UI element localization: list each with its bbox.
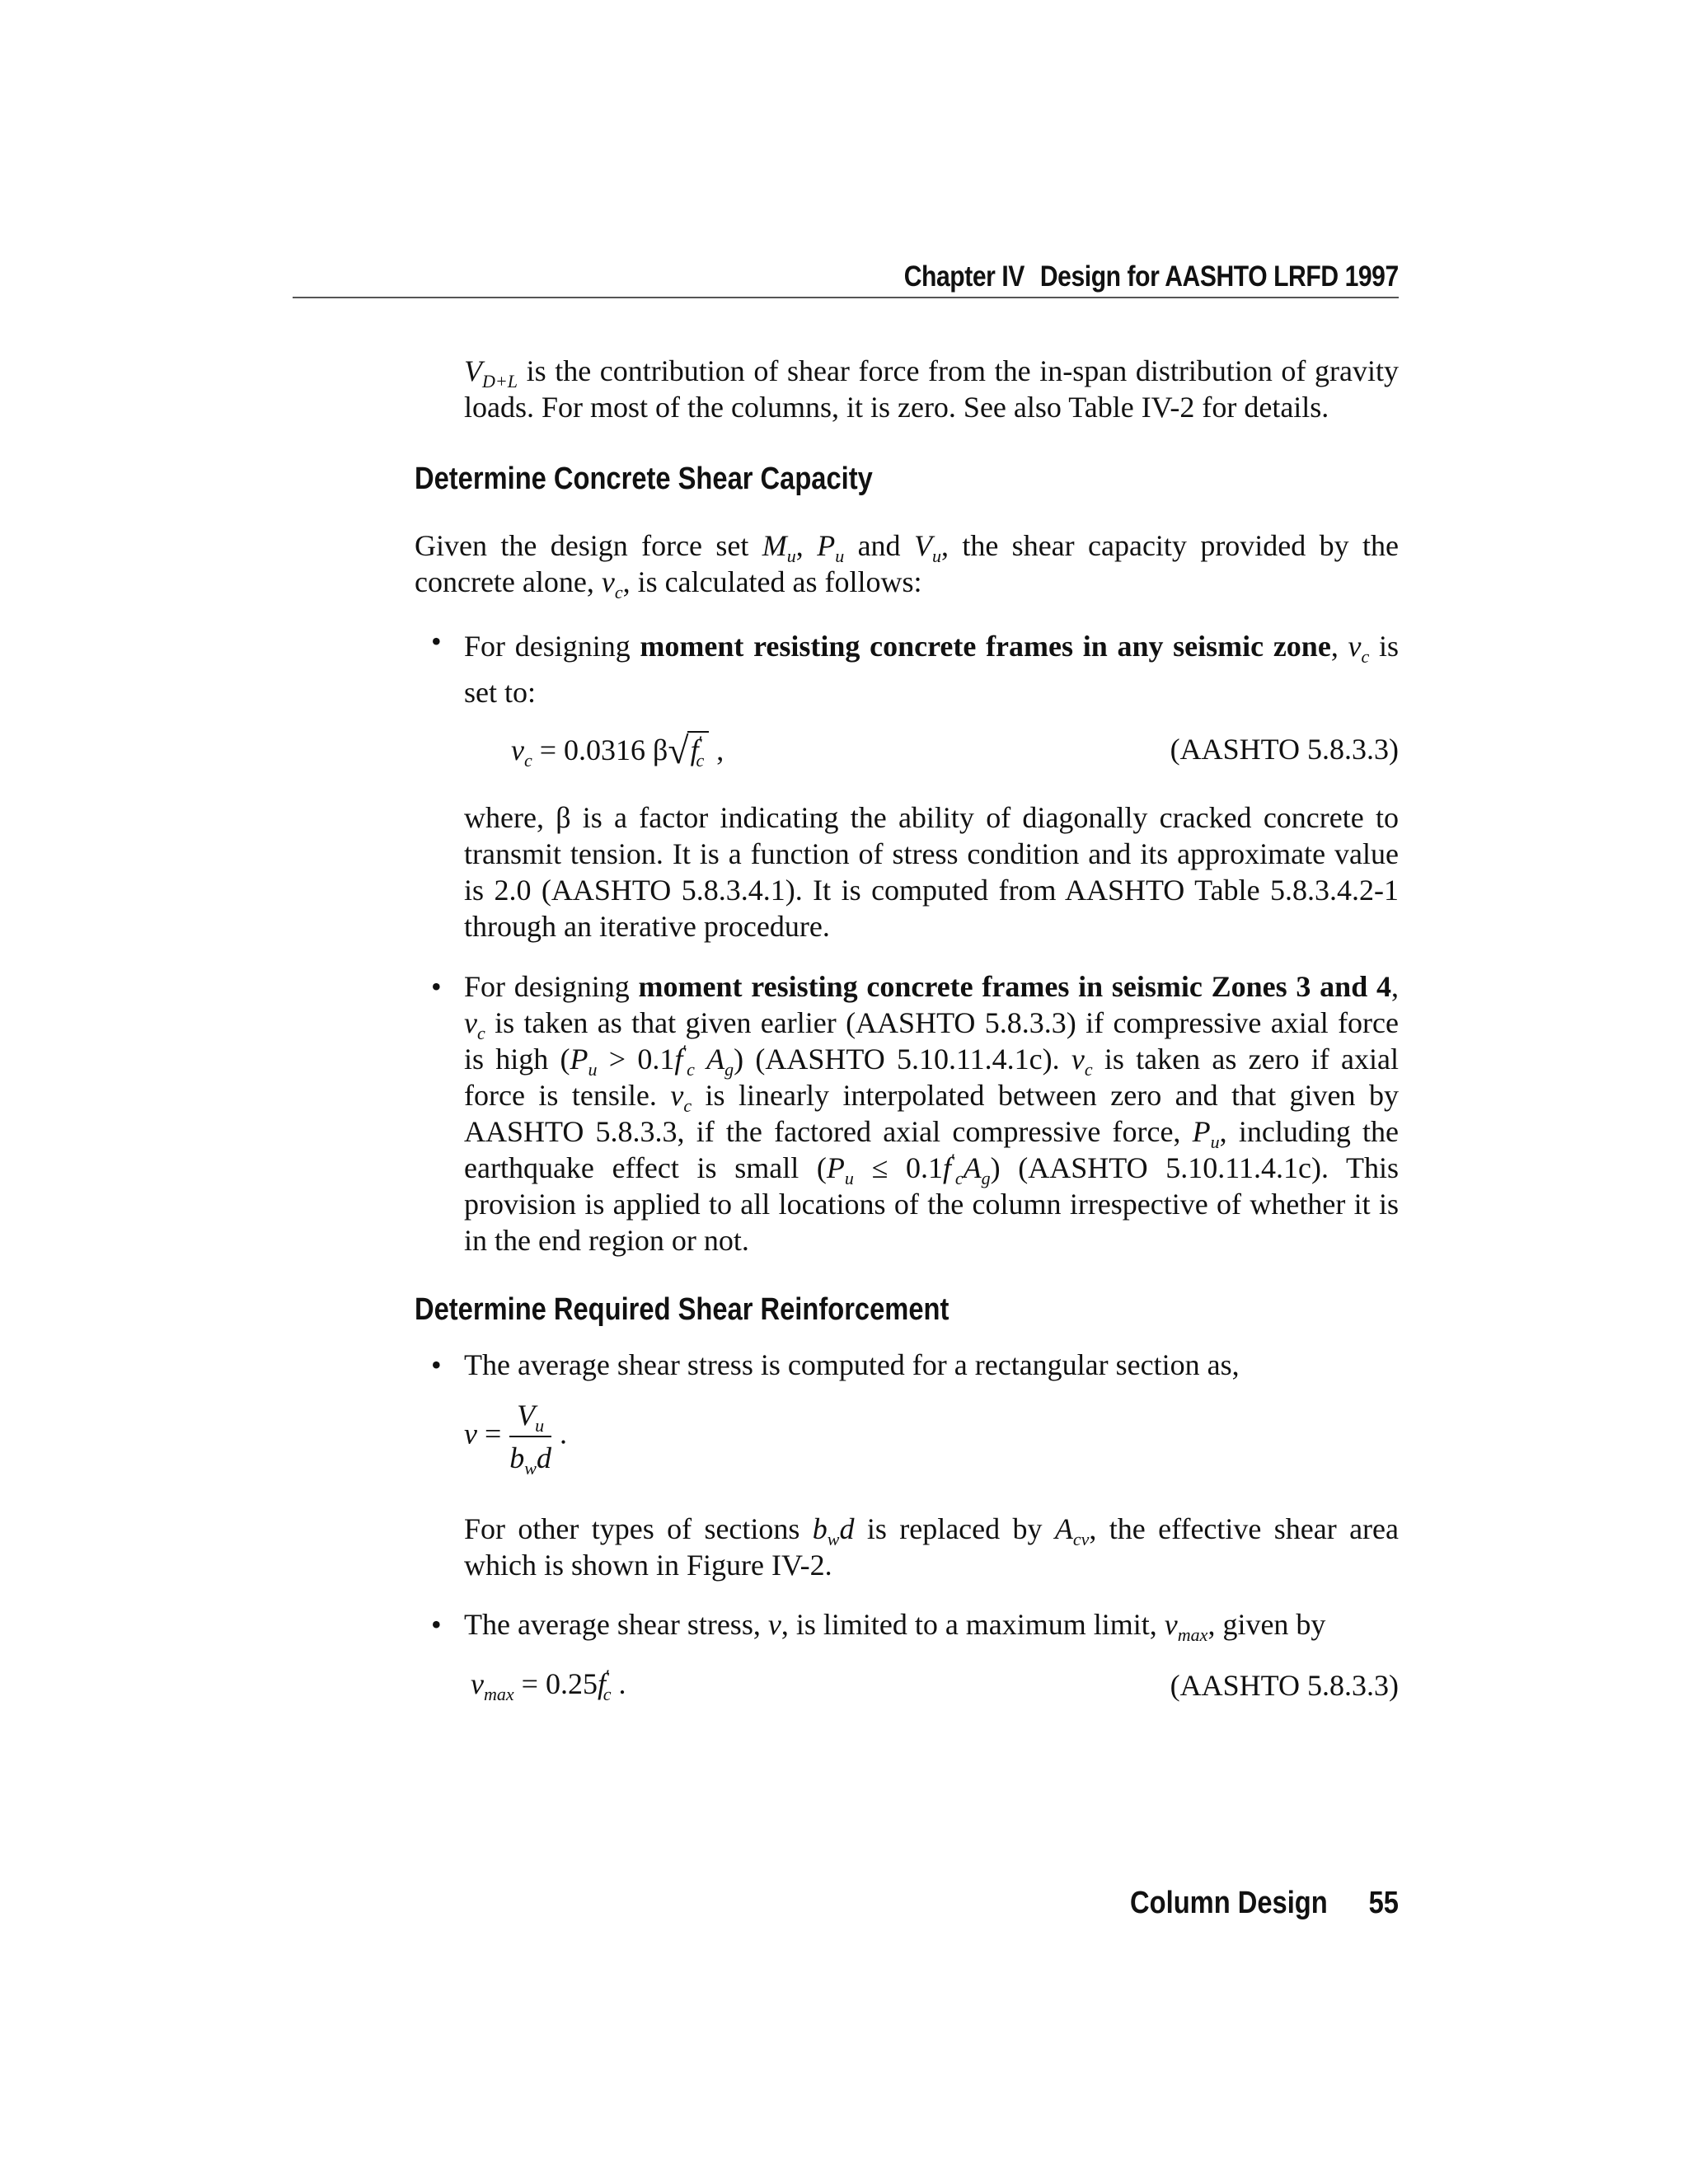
symbol-sub: D+L <box>482 371 518 391</box>
beta-definition: where, β is a factor indicating the ability of diagonally cracked concrete to transmit tension. It is a function of stress condition and its approximate value is 2.0 (AASHTO 5.8.3.4.1). It is computed from AASHTO Table 5.8.3.4.2-1 through an iterative procedure. <box>464 801 1399 943</box>
equation-constant: = 0.25 <box>521 1667 598 1700</box>
bullet-text: , given by <box>1207 1608 1326 1641</box>
chapter-name: Design for AASHTO LRFD 1997 <box>1040 260 1399 293</box>
bullet-text: (AASHTO 5.10.11.4.1c). This provision is applied to all locations of the column irrespective of whether it is in the end region or not. <box>464 1151 1399 1257</box>
equation-ref-1: (AASHTO 5.8.3.3) <box>1170 733 1399 766</box>
equation-constant: = 0.0316 β <box>539 733 668 766</box>
bullet-marker: • <box>431 1608 442 1641</box>
equation-vc: $v_c = 0.0316$ $\beta√f'_c$ , <box>511 729 724 771</box>
bullet-max-shear: The average shear stress, v, is limited to a maximum limit, $v_{max}$, given by <box>464 1608 1326 1645</box>
bullet-text: is taken as zero if axial force is tensile. <box>464 1043 1400 1112</box>
para-text: For other types of sections <box>464 1512 800 1545</box>
bullet-text: The average shear stress, <box>464 1608 761 1641</box>
equation-ref-2: (AASHTO 5.8.3.3) <box>1170 1669 1399 1702</box>
bullet-average-shear: The average shear stress is computed for a rectangular section as, <box>464 1348 1240 1381</box>
chapter-title <box>904 260 1399 293</box>
symbol-v: V <box>464 354 482 387</box>
running-header <box>293 257 1399 298</box>
intro-text: is the contribution of shear force from the in-span distribution of gravity loads. For most of the columns, it is zero. See also Table IV-2 for details. <box>464 354 1399 424</box>
section-heading-concrete-shear: Determine Concrete Shear Capacity <box>415 462 873 496</box>
lead-text-3: , is calculated as follows: <box>622 565 922 598</box>
bullet-text: (AASHTO 5.10.11.4.1c). <box>743 1043 1060 1076</box>
other-sections-paragraph: For other types of sections $b_wd$ is replaced by $A_{cv}$, the effective shear area which is shown in Figure IV-2. <box>464 1512 1400 1582</box>
bullet-marker: • <box>431 625 442 658</box>
bullet-text: , including the earthquake effect is small <box>464 1115 1399 1184</box>
para-text: , the effective shear area which is shown in Figure IV-2. <box>464 1512 1400 1582</box>
lead-text: Given the design force set <box>415 529 749 562</box>
footer-section-title: Column Design <box>1130 1886 1328 1920</box>
equation-vmax: $v_{max} = 0.25f'_c$ . <box>471 1666 626 1704</box>
bullet-text: is linearly interpolated between zero and that given by AASHTO 5.8.3.3, if the factored axial compressive force, <box>464 1079 1400 1148</box>
lead-text-2: , the shear capacity provided by the concrete alone, <box>415 529 1400 598</box>
bullet-text: is taken as that given earlier (AASHTO 5.8.3.3) if compressive axial force is high <box>464 1006 1399 1076</box>
para-text: is replaced by <box>854 1512 1043 1545</box>
bullet-text-end: is set to: <box>464 630 1399 709</box>
section-heading-shear-reinforcement: Determine Required Shear Reinforcement <box>415 1292 950 1327</box>
bullet-seismic-zones-3-4: For designing moment resisting concrete frames in seismic Zones 3 and 4, $v_c$ is taken as that given earlier (AASHTO 5.8.3.3) if compressive axial force is high ($P_u > 0.1f'_c$ $A_g$) (AASHTO 5.10.11.4.1c). $v_c$ is taken as zero if axial force is tensile. $v_c$ is linearly interpolated between zero and that given by AASHTO 5.8.3.3, if the factored axial compressive force, $P_u$, including the earthquake effect is small $(P_u \le 0.1f'_cA_g)$ (AASHTO 5.10.11.4.1c). This provision is applied to all locations of the column irrespective of whether it is in the end region or not. <box>464 970 1400 1257</box>
bullet-bold-text: moment resisting concrete frames in seismic Zones 3 and 4 <box>638 970 1391 1003</box>
bullet-text: For designing <box>464 970 639 1003</box>
bullet-text: , is limited to a maximum limit, <box>781 1608 1157 1641</box>
page-footer <box>1130 1886 1399 1921</box>
bullet-text: For designing <box>464 630 640 663</box>
intro-paragraph <box>464 353 1399 425</box>
bullet-marker: • <box>431 1348 442 1381</box>
bullet-bold-text: moment resisting concrete frames in any seismic zone <box>640 630 1331 663</box>
bullet-seismic-any-zone: For designing moment resisting concrete frames in any seismic zone, $v_c$ is set to: <box>464 630 1399 709</box>
chapter-number: Chapter IV <box>903 260 1025 293</box>
equation-v: v = $\frac{V_u}{b_wd}$ . <box>464 1399 567 1479</box>
bullet-marker: • <box>431 970 442 1003</box>
page-number: 55 <box>1368 1886 1399 1920</box>
lead-paragraph: Given the design force set $M_u$, $P_u$ and $V_u$, the shear capacity provided by the concrete alone, $v_c$, is calculated as follows: <box>415 529 1400 602</box>
